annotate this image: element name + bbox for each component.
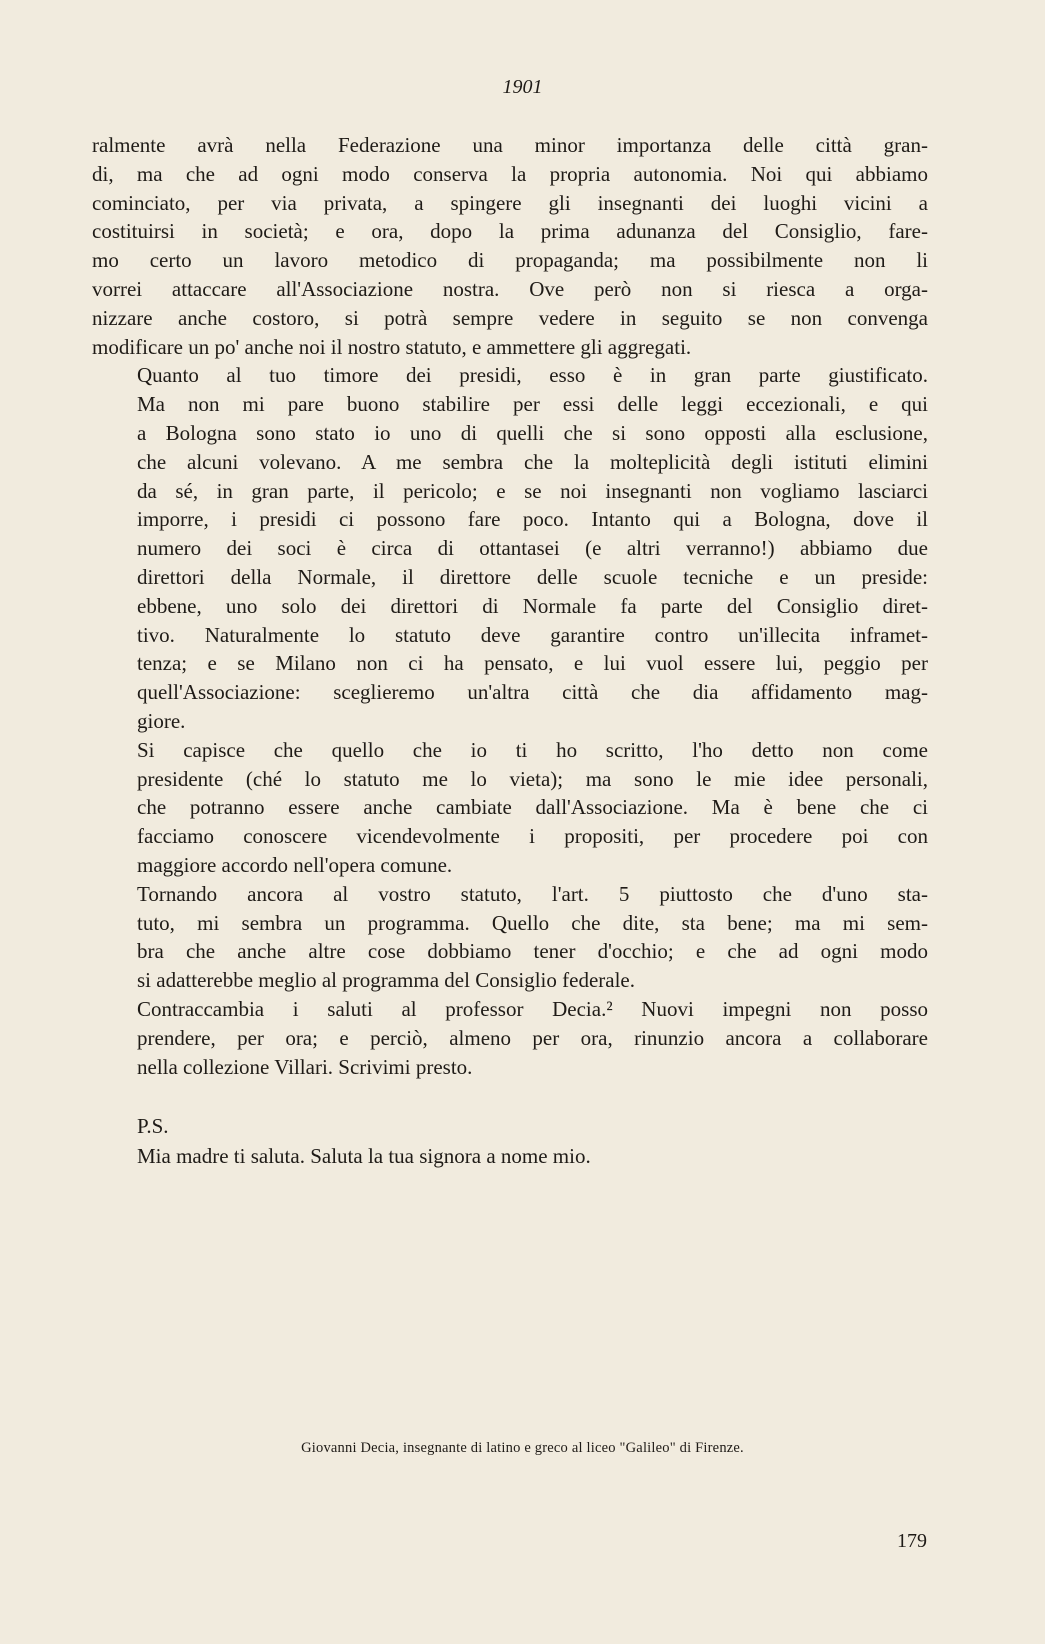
- text-line: direttori della Normale, il direttore delle scuole tecniche e un preside:: [137, 564, 928, 589]
- text-line: mo certo un lavoro metodico di propaganda; ma possibilmente non li: [92, 248, 928, 273]
- text-line: tivo. Naturalmente lo statuto deve garantire contro un'illecita inframet-: [137, 622, 928, 647]
- text-line: tenza; e se Milano non ci ha pensato, e lui vuol essere lui, peggio per: [137, 651, 928, 676]
- text-line: imporre, i presidi ci possono fare poco. Intanto qui a Bologna, dove il: [137, 507, 928, 532]
- postscript: [92, 1111, 928, 1171]
- letter-body: [92, 131, 928, 1171]
- text-line: maggiore accordo nell'opera comune.: [137, 852, 453, 877]
- paragraph: [92, 361, 928, 735]
- text-line: che alcuni volevano. A me sembra che la molteplicità degli istituti elimini: [137, 449, 928, 474]
- text-line: facciamo conoscere vicendevolmente i propositi, per procedere poi con: [137, 824, 928, 849]
- text-line: Quanto al tuo timore dei presidi, esso è in gran parte giustificato.: [137, 363, 928, 388]
- text-line: quell'Associazione: sceglieremo un'altra città che dia affidamento mag-: [137, 680, 928, 705]
- text-line: da sé, in gran parte, il pericolo; e se noi insegnanti non vogliamo lasciarci: [137, 478, 928, 503]
- postscript-label: P.S.: [137, 1114, 169, 1139]
- text-line: di, ma che ad ogni modo conserva la propria autonomia. Noi qui abbiamo: [92, 161, 928, 186]
- text-line: si adatterebbe meglio al programma del Consiglio federale.: [137, 968, 635, 993]
- paragraph: [92, 995, 928, 1081]
- footnote: Giovanni Decia, insegnante di latino e greco al liceo "Galileo" di Firenze.: [301, 1440, 744, 1456]
- text-line: modificare un po' anche noi il nostro statuto, e ammettere gli aggregati.: [92, 334, 692, 359]
- page-number: 179: [897, 1530, 927, 1552]
- text-line: numero dei soci è circa di ottantasei (e altri verranno!) abbiamo due: [137, 536, 928, 561]
- paragraph: [92, 736, 928, 880]
- text-line: presidente (ché lo statuto me lo vieta); ma sono le mie idee personali,: [137, 766, 928, 791]
- text-line: nella collezione Villari. Scrivimi presto.: [137, 1054, 473, 1079]
- text-line: costituirsi in società; e ora, dopo la prima adunanza del Consiglio, fare-: [92, 219, 928, 244]
- text-line: Ma non mi pare buono stabilire per essi delle leggi eccezionali, e qui: [137, 392, 928, 417]
- text-line: ralmente avrà nella Federazione una minor importanza delle città gran-: [92, 133, 928, 157]
- text-line: ebbene, uno solo dei direttori di Normale fa parte del Consiglio diret-: [137, 593, 928, 618]
- running-head: 1901: [502, 76, 543, 98]
- text-line: nizzare anche costoro, si potrà sempre vedere in seguito se non convenga: [92, 305, 928, 330]
- text-line: vorrei attaccare all'Associazione nostra. Ove però non si riesca a orga-: [92, 276, 928, 301]
- text-line: a Bologna sono stato io uno di quelli che si sono opposti alla esclusione,: [137, 420, 928, 445]
- text-line: che potranno essere anche cambiate dall'Associazione. Ma è bene che ci: [137, 795, 928, 820]
- text-line: giore.: [137, 708, 186, 733]
- postscript-text: Mia madre ti saluta. Saluta la tua signora a nome mio.: [137, 1144, 591, 1169]
- text-line: prendere, per ora; e perciò, almeno per ora, rinunzio ancora a collaborare: [137, 1025, 928, 1050]
- text-line: Tornando ancora al vostro statuto, l'art. 5 piuttosto che d'uno sta-: [137, 881, 928, 906]
- text-line: Contraccambia i saluti al professor Decia.² Nuovi impegni non posso: [137, 996, 928, 1021]
- text-line: tuto, mi sembra un programma. Quello che dite, sta bene; ma mi sem-: [137, 910, 928, 935]
- paragraph: [92, 880, 928, 995]
- text-line: Si capisce che quello che io ti ho scritto, l'ho detto non come: [137, 737, 928, 762]
- text-line: bra che anche altre cose dobbiamo tener d'occhio; e che ad ogni modo: [137, 939, 928, 964]
- text-line: cominciato, per via privata, a spingere gli insegnanti dei luoghi vicini a: [92, 190, 928, 215]
- paragraph: [92, 131, 928, 361]
